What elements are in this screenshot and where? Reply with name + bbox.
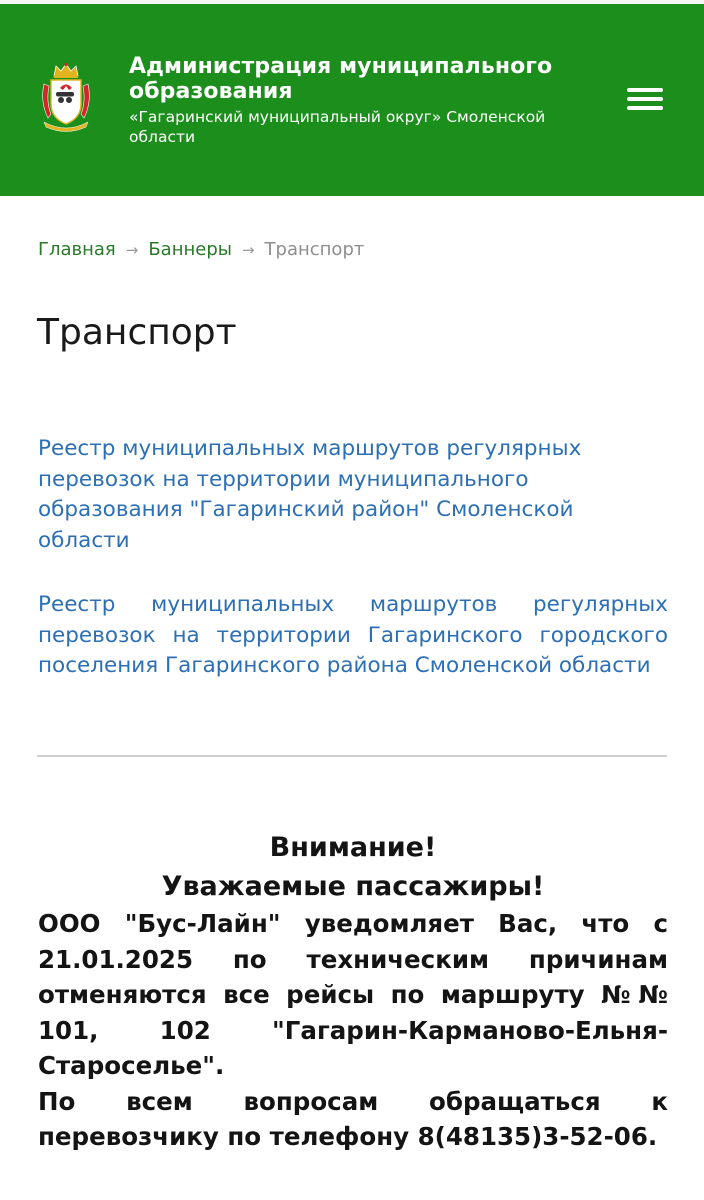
notice-contact-paragraph: По всем вопросам обращаться к перевозчику по телефону 8(48135)3-52-06. [38,1086,668,1151]
notice-paragraph: ООО "Бус-Лайн" уведомляет Вас, что с 21.01.2025 по техническим причинам отменяются все рейсы по маршруту №№ 101, 102 "Гагарин-Карманово-Ельня-Староселье". [38,909,668,1080]
site-title[interactable] [129,54,599,147]
notice-block [38,828,668,1155]
site-header [0,0,704,196]
notice-heading: Внимание! [269,832,437,863]
registry-link-city-settlement[interactable]: Реестр муниципальных маршрутов регулярных перевозок на территории Гагаринского городского поселения Гагаринского района Смоленской области [38,592,668,678]
site-title-main: Администрация муниципального образования [129,54,553,104]
arrow-right-icon: → [125,241,139,259]
hamburger-menu-icon[interactable] [625,86,665,112]
coat-of-arms-icon[interactable] [36,62,96,134]
page-title: Транспорт [37,312,237,353]
breadcrumb-banners-link[interactable]: Баннеры [148,239,232,260]
breadcrumb-home-link[interactable]: Главная [38,239,116,260]
registry-link-district[interactable]: Реестр муниципальных маршрутов регулярных перевозок на территории муниципального образования "Гагаринский район" Смоленской области [38,436,582,553]
arrow-right-icon: → [241,241,255,259]
status-strip [0,0,704,4]
notice-subheading: Уважаемые пассажиры! [161,871,545,902]
site-title-sub: «Гагаринский муниципальный округ» Смоленской области [129,108,546,146]
breadcrumb [38,237,364,263]
divider [37,755,667,757]
breadcrumb-current: Транспорт [264,239,365,260]
